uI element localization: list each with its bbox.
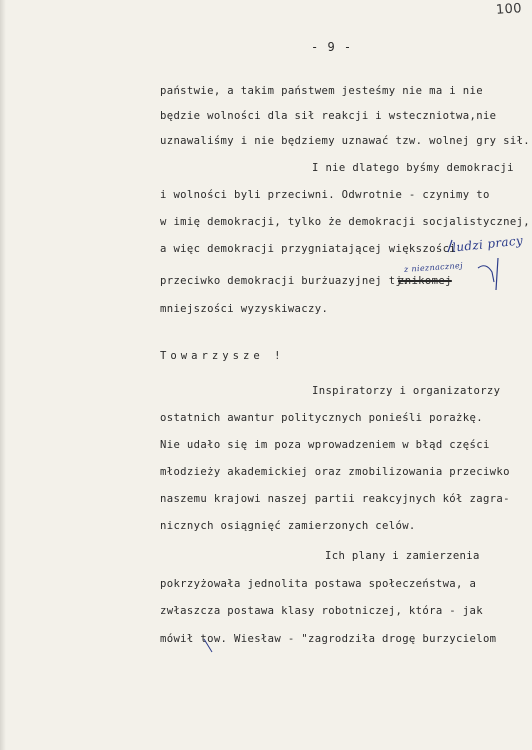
text-line: ostatnich awantur politycznych ponieśli porażkę. [160, 412, 483, 424]
handwritten-insert: ludzi pracy [451, 233, 524, 255]
text-line: pokrzyżowała jednolita postawa społeczeństwa, a [160, 578, 477, 590]
handwritten-margin-note: z nieznacznej [403, 260, 464, 275]
insert-caret [448, 240, 452, 252]
text-line: przeciwko demokracji burżuazyjnej tj. [160, 275, 409, 287]
ink-scribble [478, 266, 494, 282]
text-line: młodzieży akademickiej oraz zmobilizowania przeciwko [160, 466, 510, 478]
text-line: i wolności byli przeciwni. Odwrotnie - czynimy to [160, 189, 490, 201]
ink-stroke [496, 258, 498, 290]
text-line: zwłaszcza postawa klasy robotniczej, która - jak [160, 605, 483, 617]
text-line: w imię demokracji, tylko że demokracji socjalistycznej, [160, 216, 531, 228]
text-line: mówił tow. Wiesław - "zagrodziła drogę burzycielom [160, 633, 497, 645]
struck-word: znikomej [398, 275, 452, 287]
text-line: będzie wolności dla sił reakcji i wsteczniotwa,nie [160, 110, 497, 122]
text-line: Nie udało się im poza wprowadzeniem w błąd części [160, 439, 490, 451]
archive-number: 100 [495, 1, 523, 18]
text-line: mniejszości wyzyskiwaczy. [160, 303, 329, 315]
text-line: państwie, a takim państwem jesteśmy nie ma i nie [160, 85, 483, 97]
text-line: nicznych osiągnięć zamierzonych celów. [160, 520, 416, 532]
salutation: Towarzysze ! [160, 350, 285, 362]
text-line: naszemu krajowi naszej partii reakcyjnych kół zagra- [160, 493, 510, 505]
page-number: - 9 - [311, 40, 353, 54]
text-line: a więc demokracji przygniatającej większości [160, 243, 457, 255]
text-line: Ich plany i zamierzenia [325, 550, 480, 562]
ink-correction [204, 639, 212, 652]
text-line: I nie dlatego byśmy demokracji [312, 162, 514, 174]
text-line: Inspiratorzy i organizatorzy [312, 385, 501, 397]
text-line: uznawaliśmy i nie będziemy uznawać tzw. wolnej gry sił. [160, 135, 531, 147]
